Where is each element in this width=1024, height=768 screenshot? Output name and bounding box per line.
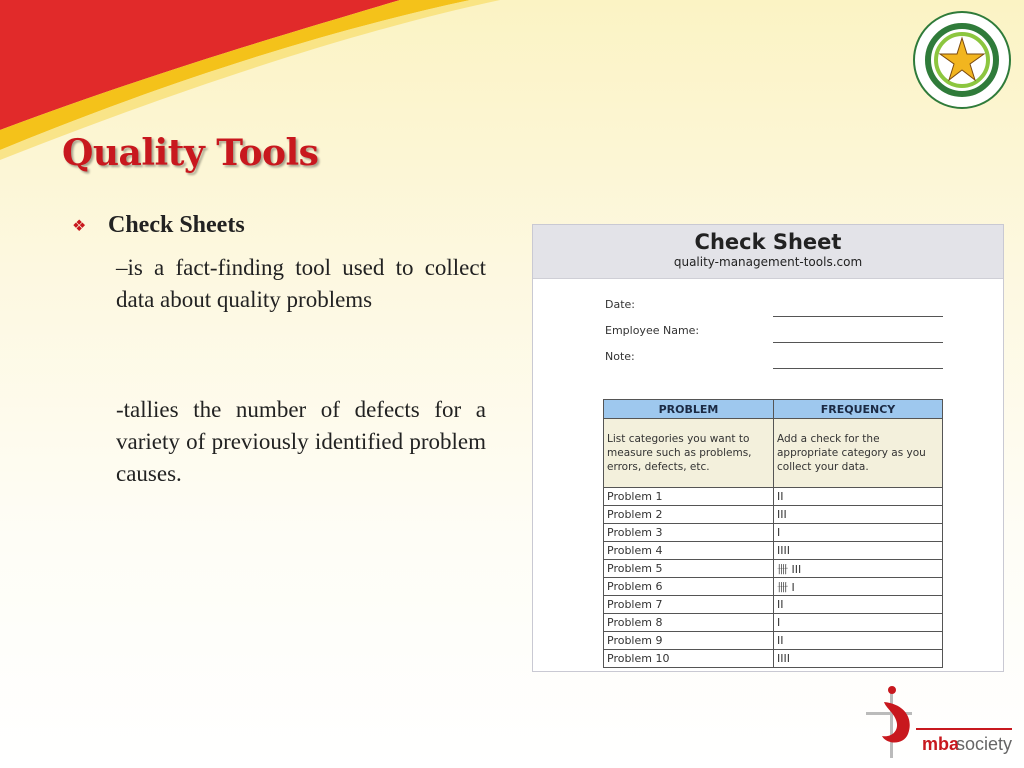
tally-cell: IIII (774, 542, 943, 560)
problem-cell: Problem 8 (604, 614, 774, 632)
problem-cell: Problem 6 (604, 578, 774, 596)
note-line (773, 368, 943, 369)
employee-name-label: Employee Name: (605, 324, 700, 337)
slide-title: Quality Tools (62, 132, 319, 174)
tally-cell: II (774, 632, 943, 650)
problem-cell: Problem 2 (604, 506, 774, 524)
check-sheet-header (533, 225, 1003, 279)
check-sheet-subtitle: quality-management-tools.com (673, 255, 863, 269)
frequency-column-header: FREQUENCY (774, 400, 943, 419)
svg-text:mba: mba (922, 734, 960, 754)
svg-text:society: society (956, 734, 1013, 754)
tallies-paragraph: -tallies the number of defects for a variety of previously identified problem causes. (116, 397, 486, 486)
table-row (604, 614, 943, 632)
table-row (604, 542, 943, 560)
problem-cell: Problem 4 (604, 542, 774, 560)
bullet-item (72, 212, 245, 239)
problem-cell: Problem 5 (604, 560, 774, 578)
table-row (604, 560, 943, 578)
problem-cell: Problem 10 (604, 650, 774, 668)
date-label: Date: (605, 298, 635, 311)
check-sheet-title: Check Sheet (694, 230, 842, 254)
date-line (773, 316, 943, 317)
problem-cell: Problem 7 (604, 596, 774, 614)
tally-cell: I (774, 614, 943, 632)
definition-paragraph: –is a fact-finding tool used to collect data about quality problems (116, 255, 486, 312)
problem-cell: Problem 3 (604, 524, 774, 542)
bullet-heading: Check Sheets (108, 212, 245, 238)
note-label: Note: (605, 350, 635, 363)
table-row (604, 488, 943, 506)
table-row (604, 506, 943, 524)
problem-column-header: PROBLEM (604, 400, 774, 419)
table-header-row (604, 400, 943, 419)
tally-cell: 卌 III (774, 560, 943, 578)
diamond-bullet-icon: ❖ (72, 215, 87, 235)
mba-society-logo-icon (856, 684, 1016, 760)
tally-cell: I (774, 524, 943, 542)
tally-cell: 卌 I (774, 578, 943, 596)
table-row (604, 632, 943, 650)
tally-cell: III (774, 506, 943, 524)
employee-name-line (773, 342, 943, 343)
problem-cell: Problem 9 (604, 632, 774, 650)
table-row (604, 578, 943, 596)
university-seal-icon (912, 10, 1012, 110)
table-row (604, 650, 943, 668)
problem-description: List categories you want to measure such as problems, errors, defects, etc. (604, 419, 774, 488)
tally-cell: IIII (774, 650, 943, 668)
check-sheet-figure (532, 224, 1004, 672)
description-row (604, 419, 943, 488)
table-row (604, 524, 943, 542)
check-sheet-table (603, 399, 943, 668)
frequency-description: Add a check for the appropriate category as you collect your data. (774, 419, 943, 488)
tally-cell: II (774, 596, 943, 614)
problem-cell: Problem 1 (604, 488, 774, 506)
tally-cell: II (774, 488, 943, 506)
table-row (604, 596, 943, 614)
